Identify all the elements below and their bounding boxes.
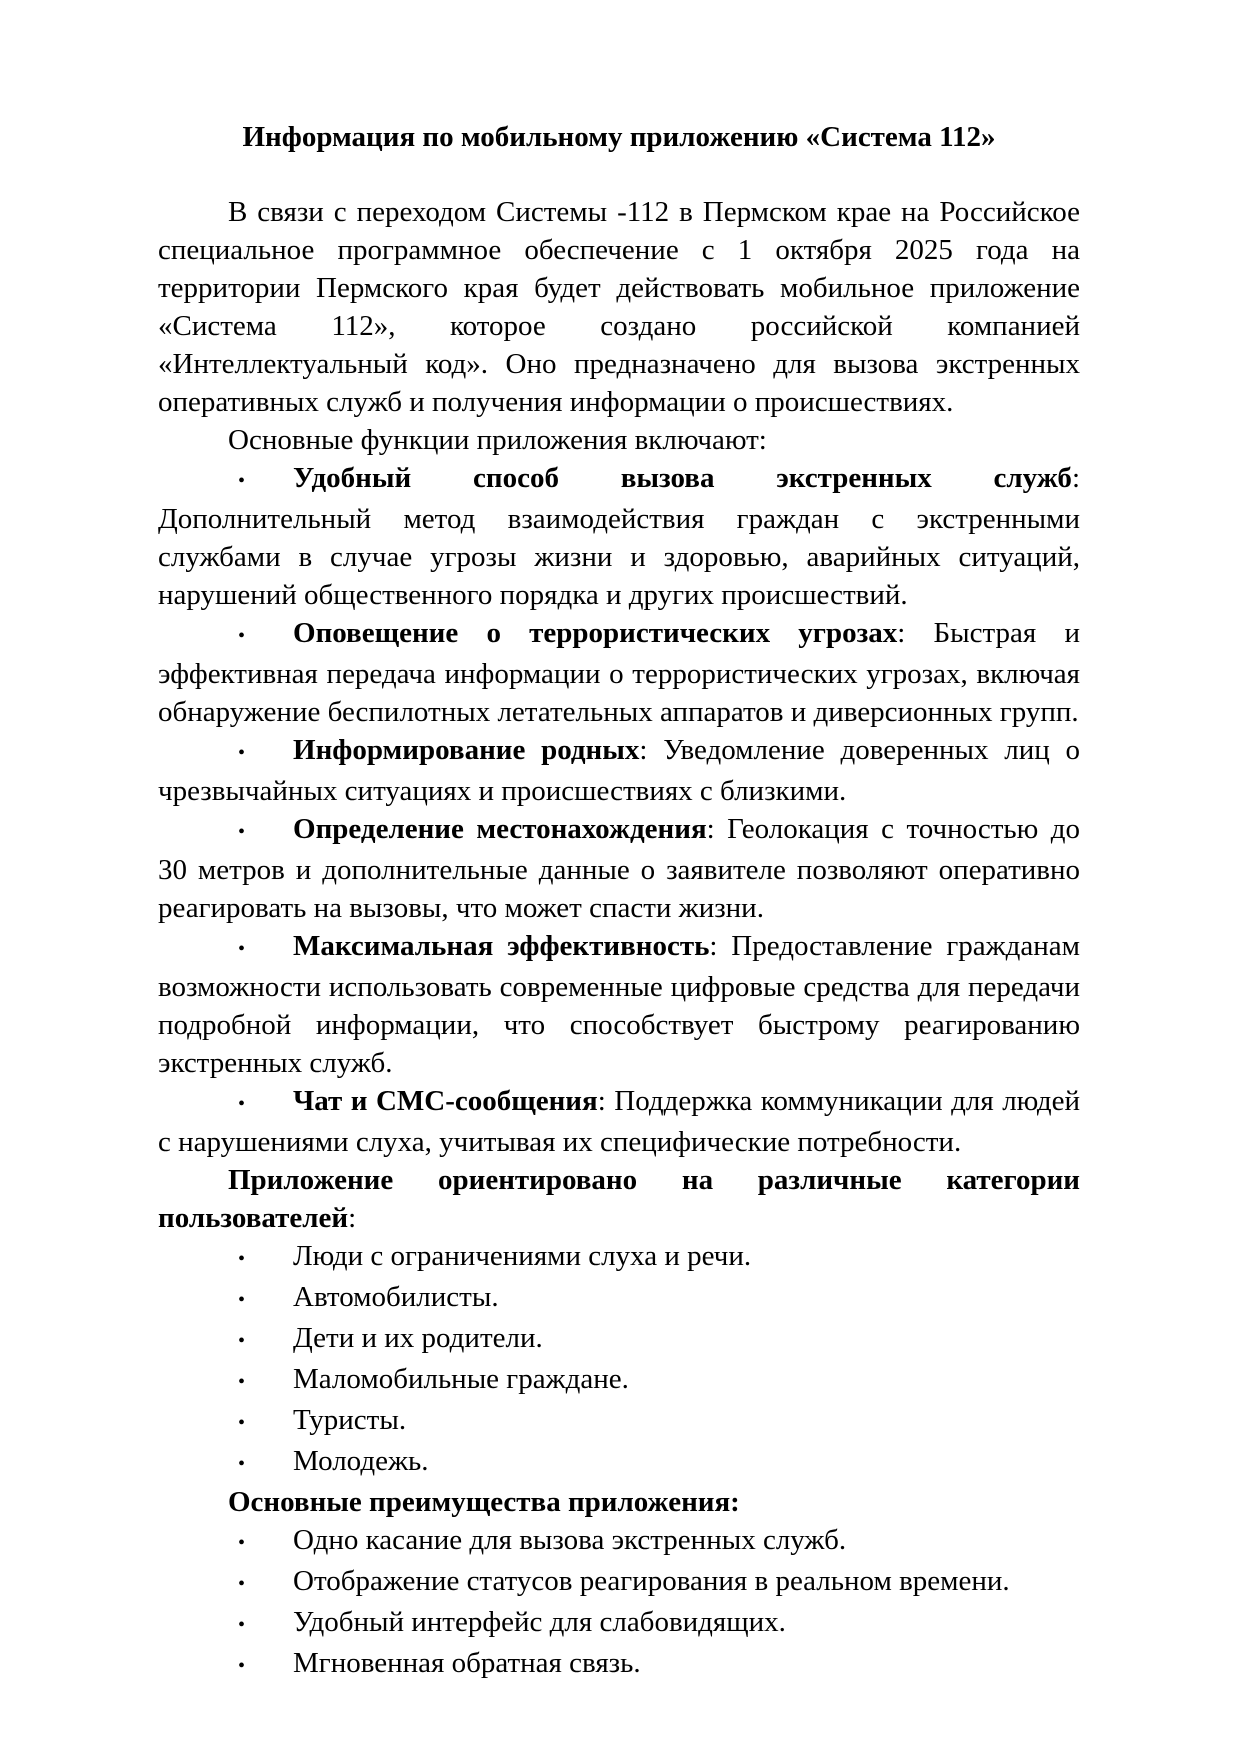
users-heading-bold: Приложение ориентировано на различные категории пользователей: [158, 1164, 1080, 1234]
bullet-icon: •: [238, 625, 246, 647]
feature-lead: Определение местонахождения: [293, 813, 707, 845]
bullet-icon: •: [238, 1614, 246, 1636]
document-title: Информация по мобильному приложению «Система 112»: [242, 121, 996, 153]
feature-text: : Поддержка коммуникации для людей с нарушениями слуха, учитывая их специфические потребности.: [158, 1085, 1081, 1158]
user-category-text: Люди с ограничениями слуха и речи.: [293, 1240, 752, 1272]
bullet-icon: •: [238, 821, 246, 843]
feature-item: [158, 1082, 1080, 1161]
feature-item: [158, 810, 1080, 927]
bullet-icon: •: [238, 1248, 246, 1270]
bullet-icon: •: [238, 1412, 246, 1434]
feature-lead: Чат и СМС-сообщения: [293, 1085, 598, 1117]
advantages-heading-text: Основные преимущества приложения:: [228, 1486, 740, 1518]
bullet-icon: •: [238, 742, 246, 764]
advantage-text: Удобный интерфейс для слабовидящих.: [293, 1606, 786, 1638]
bullet-icon: •: [238, 1330, 246, 1352]
feature-lead: Удобный способ вызова экстренных служб: [293, 462, 1072, 494]
users-heading: [158, 1161, 1080, 1237]
advantage-text: Мгновенная обратная связь.: [293, 1647, 641, 1679]
bullet-icon: •: [238, 470, 246, 492]
advantage-text: Отображение статусов реагирования в реальном времени.: [293, 1565, 1010, 1597]
feature-lead: Информирование родных: [293, 734, 640, 766]
advantage-item: [158, 1521, 1080, 1562]
user-category-item: [158, 1442, 1080, 1483]
advantage-item: [158, 1603, 1080, 1644]
feature-item: [158, 459, 1080, 614]
feature-text: : Быстрая и эффективная передача информации о террористических угрозах, включая обнаружение беспилотных летательных аппаратов и диверсионных групп.: [158, 617, 1080, 728]
advantage-item: [158, 1644, 1080, 1685]
bullet-icon: •: [238, 938, 246, 960]
advantage-text: Одно касание для вызова экстренных служб.: [293, 1524, 847, 1556]
bullet-icon: •: [238, 1093, 246, 1115]
advantage-item: [158, 1562, 1080, 1603]
user-category-item: [158, 1319, 1080, 1360]
users-heading-colon: :: [348, 1202, 357, 1234]
user-category-text: Дети и их родители.: [293, 1322, 543, 1354]
user-category-text: Автомобилисты.: [293, 1281, 499, 1313]
user-category-item: [158, 1278, 1080, 1319]
feature-item: [158, 927, 1080, 1082]
feature-item: [158, 731, 1080, 810]
bullet-icon: •: [238, 1573, 246, 1595]
bullet-icon: •: [238, 1655, 246, 1677]
user-category-text: Маломобильные граждане.: [293, 1363, 629, 1395]
bullet-icon: •: [238, 1289, 246, 1311]
feature-text: : Предоставление гражданам возможности использовать современные цифровые средства для передачи подробной информации, что способствует быстрому реагированию экстренных служб.: [158, 930, 1080, 1079]
feature-lead: Оповещение о террористических угрозах: [293, 617, 898, 649]
user-category-text: Молодежь.: [293, 1445, 429, 1477]
functions-heading: Основные функции приложения включают:: [228, 424, 767, 456]
feature-text: : Уведомление доверенных лиц о чрезвычайных ситуациях и происшествиях с близкими.: [158, 734, 1081, 807]
bullet-icon: •: [238, 1371, 246, 1393]
bullet-icon: •: [238, 1532, 246, 1554]
user-category-item: [158, 1360, 1080, 1401]
feature-text: : Дополнительный метод взаимодействия граждан с экстренными службами в случае угрозы жизни и здоровью, аварийных ситуаций, нарушений общественного порядка и других происшествий.: [158, 462, 1080, 611]
user-category-item: [158, 1401, 1080, 1442]
intro-paragraph: В связи с переходом Системы -112 в Пермском крае на Российское специальное программное обеспечение с 1 октября 2025 года на территории Пермского края будет действовать мобильное приложение «Система 112», которое создано российской компанией «Интеллектуальный код». Оно предназначено для вызова экстренных оперативных служб и получения информации о происшествиях.: [158, 196, 1080, 418]
feature-text: : Геолокация с точностью до 30 метров и дополнительные данные о заявителе позволяют оперативно реагировать на вызовы, что может спасти жизни.: [158, 813, 1080, 924]
advantages-heading: [158, 1483, 1080, 1521]
bullet-icon: •: [238, 1453, 246, 1475]
feature-item: [158, 614, 1080, 731]
user-category-item: [158, 1237, 1080, 1278]
feature-lead: Максимальная эффективность: [293, 930, 710, 962]
user-category-text: Туристы.: [293, 1404, 407, 1436]
